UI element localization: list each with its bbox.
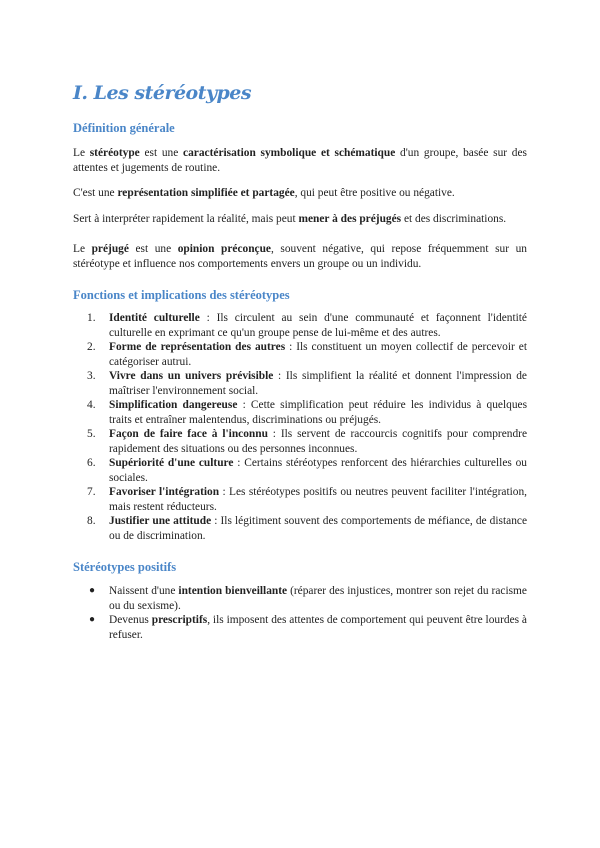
list-item bbox=[73, 369, 527, 398]
list-item bbox=[73, 613, 527, 642]
list-item-text: : Cette simplification peut réduire les individus à quelques traits et entraîner malentendus, discriminations ou préjugés. bbox=[109, 399, 527, 426]
list-item-number: 8. bbox=[87, 515, 96, 527]
list-item-number: 5. bbox=[87, 428, 96, 440]
text-run: Le bbox=[73, 243, 92, 255]
text-run: Le bbox=[73, 147, 90, 159]
bold-run: préjugé bbox=[91, 243, 129, 255]
list-item-number: 1. bbox=[87, 312, 96, 324]
text-run: est une bbox=[139, 147, 184, 159]
paragraph-interpretation bbox=[73, 212, 527, 227]
section-heading-fonctions: Fonctions et implications des stéréotypes bbox=[73, 288, 290, 302]
list-item bbox=[73, 584, 527, 613]
list-item-text: (réparer des injustices, montrer son rejet du racisme ou du sexisme). bbox=[109, 585, 527, 612]
text-run: , souvent négative, qui repose fréquemment sur un stéréotype et influence nos comportements envers un groupe ou un individu. bbox=[73, 243, 527, 270]
bold-run: caractérisation symbolique et schématique bbox=[183, 147, 396, 159]
bold-run: stéréotype bbox=[89, 147, 140, 159]
list-item-title: Façon de faire face à l'inconnu bbox=[109, 428, 268, 440]
list-item-number: 7. bbox=[87, 486, 96, 498]
bold-run: représentation simplifiée et partagée bbox=[117, 187, 295, 199]
list-item bbox=[73, 340, 527, 369]
list-item-pre: Devenus bbox=[109, 614, 152, 626]
list-item bbox=[73, 485, 527, 514]
paragraph-prejuge-definition bbox=[73, 242, 527, 271]
list-item bbox=[73, 311, 527, 340]
list-item-title: Forme de représentation des autres bbox=[109, 341, 286, 353]
paragraph-stereotype-definition bbox=[73, 146, 527, 175]
text-run: est une bbox=[128, 243, 178, 255]
list-item-text: , ils imposent des attentes de comportement qui peuvent être lourdes à refuser. bbox=[109, 614, 527, 641]
list-item-text: : Ils légitiment souvent des comportements de méfiance, de distance ou de discrimination. bbox=[109, 515, 528, 542]
list-item-text: : Ils constituent un moyen collectif de percevoir et catégoriser autrui. bbox=[109, 341, 527, 368]
fonctions-list bbox=[73, 311, 527, 543]
list-item-text: : Ils simplifient la réalité et donnent l'impression de maîtriser l'environnement social. bbox=[109, 370, 527, 397]
list-item-title: Justifier une attitude bbox=[109, 515, 212, 527]
list-item-title: Vivre dans un univers prévisible bbox=[109, 370, 274, 382]
list-item-title: Identité culturelle bbox=[109, 312, 200, 324]
list-item-number: 4. bbox=[87, 399, 96, 411]
list-item bbox=[73, 427, 527, 456]
list-item-pre: Naissent d'une bbox=[109, 585, 179, 597]
list-item-number: 6. bbox=[87, 457, 96, 469]
list-item bbox=[73, 514, 527, 543]
text-run: et des discriminations. bbox=[401, 213, 507, 225]
section-heading-positifs: Stéréotypes positifs bbox=[73, 560, 177, 574]
bold-run: mener à des préjugés bbox=[298, 213, 402, 225]
list-item-text: : Certains stéréotypes renforcent des hiérarchies culturelles ou sociales. bbox=[109, 457, 527, 484]
list-item-number: 3. bbox=[87, 370, 96, 382]
section-heading-definition: Définition générale bbox=[73, 121, 175, 135]
list-item-title: Favoriser l'intégration bbox=[109, 486, 220, 498]
list-item-title: Supériorité d'une culture bbox=[109, 457, 234, 469]
page-title: I. Les stéréotypes bbox=[73, 82, 252, 104]
list-item-title: prescriptifs bbox=[151, 614, 208, 626]
list-item-title: Simplification dangereuse bbox=[109, 399, 238, 411]
positifs-list bbox=[73, 584, 527, 642]
paragraph-representation bbox=[73, 186, 527, 201]
list-item-text: : Ils circulent au sein d'une communauté et façonnent l'identité culturelle en exprimant ce qu'un groupe pense de lui-même et des autres. bbox=[109, 312, 527, 339]
list-item-text: : Les stéréotypes positifs ou neutres peuvent faciliter l'intégration, mais restent réducteurs. bbox=[109, 486, 528, 513]
list-item bbox=[73, 456, 527, 485]
text-run: Sert à interpréter rapidement la réalité, mais peut bbox=[73, 213, 299, 225]
list-item bbox=[73, 398, 527, 427]
text-run: , qui peut être positive ou négative. bbox=[294, 187, 455, 199]
bullet-icon: ● bbox=[89, 614, 96, 625]
list-item-title: intention bienveillante bbox=[178, 585, 288, 597]
bullet-icon: ● bbox=[89, 585, 96, 596]
list-item-text: : Ils servent de raccourcis cognitifs pour comprendre rapidement des situations ou des personnes inconnues. bbox=[109, 428, 527, 455]
bold-run: opinion préconçue bbox=[177, 243, 271, 255]
list-item-number: 2. bbox=[87, 341, 96, 353]
text-run: d'un groupe, basée sur des attentes et jugements de routine. bbox=[73, 147, 527, 174]
text-run: C'est une bbox=[73, 187, 118, 199]
